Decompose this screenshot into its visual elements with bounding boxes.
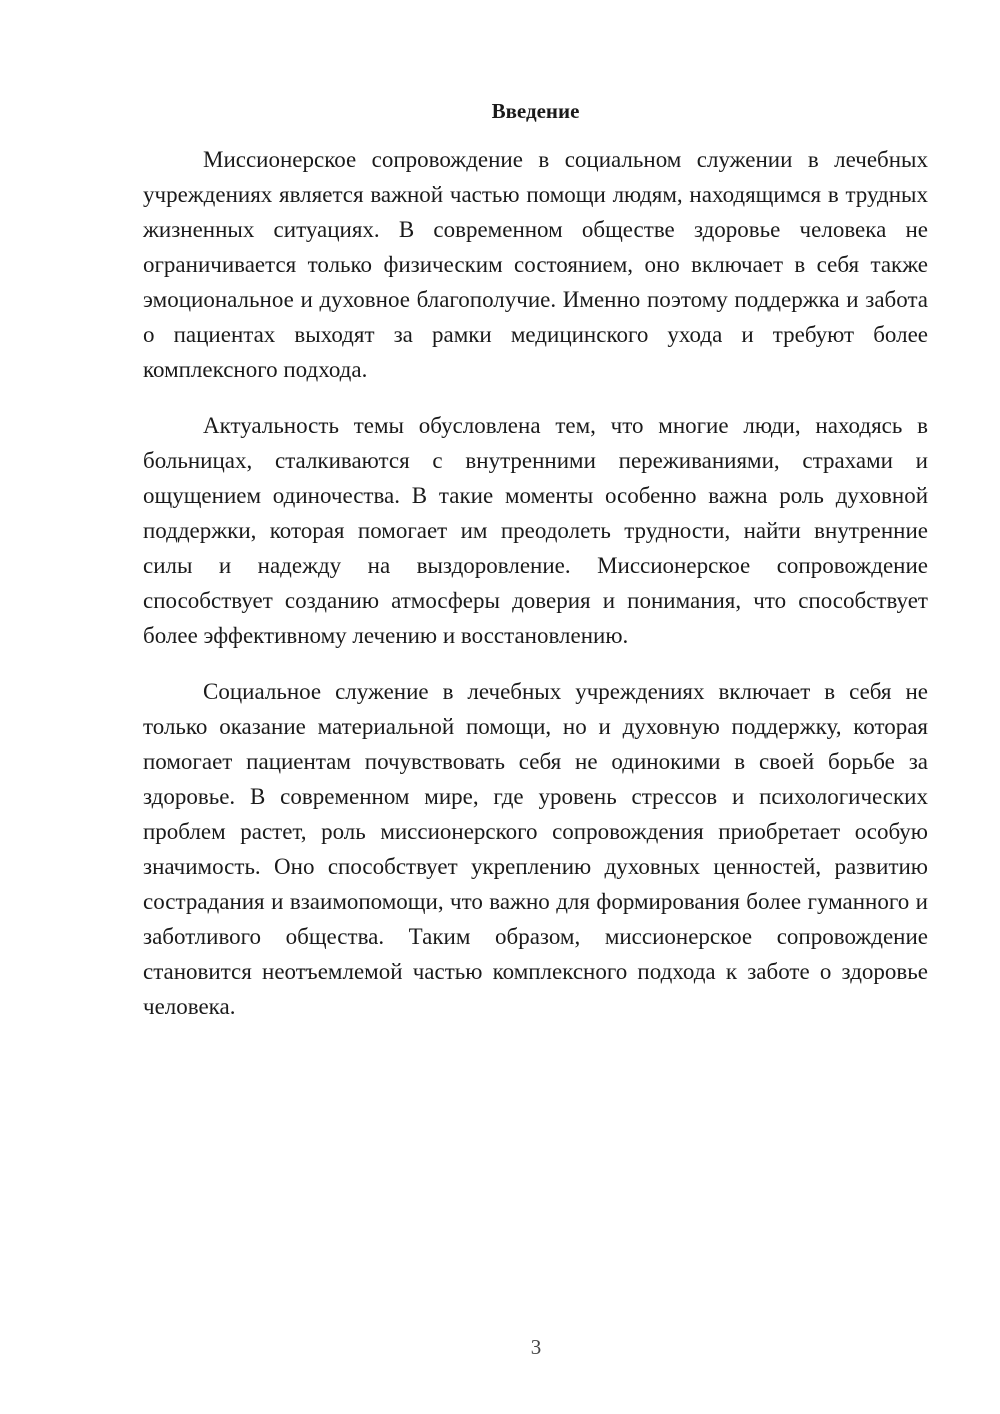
paragraph: Актуальность темы обусловлена тем, что многие люди, находясь в больницах, сталкиваются с внутренними переживаниями, страхами и ощущением одиночества. В такие моменты особенно важна роль духовной поддержки, которая помогает им преодолеть трудности, найти внутренние силы и надежду на выздоровление. Миссионерское сопровождение способствует созданию атмосферы доверия и понимания, что способствует более эффективному лечению и восстановлению. <box>143 413 928 648</box>
page-number: 3 <box>530 1335 542 1359</box>
paragraph: Социальное служение в лечебных учреждениях включает в себя не только оказание материальной помощи, но и духовную поддержку, которая помогает пациентам почувствовать себя не одинокими в своей борьбе за здоровье. В современном мире, где уровень стрессов и психологических проблем растет, роль миссионерского сопровождения приобретает особую значимость. Оно способствует укреплению духовных ценностей, развитию сострадания и взаимопомощи, что важно для формирования более гуманного и заботливого общества. Таким образом, миссионерское сопровождение становится неотъемлемой частью комплексного подхода к заботе о здоровье человека. <box>143 679 928 1019</box>
section-title: Введение <box>491 99 580 123</box>
document-body <box>143 142 928 1045</box>
paragraph: Миссионерское сопровождение в социальном служении в лечебных учреждениях является важной частью помощи людям, находящимся в трудных жизненных ситуациях. В современном обществе здоровье человека не ограничивается только физическим состоянием, оно включает в себя также эмоциональное и духовное благополучие. Именно поэтому поддержка и забота о пациентах выходят за рамки медицинского ухода и требуют более комплексного подхода. <box>143 147 928 382</box>
